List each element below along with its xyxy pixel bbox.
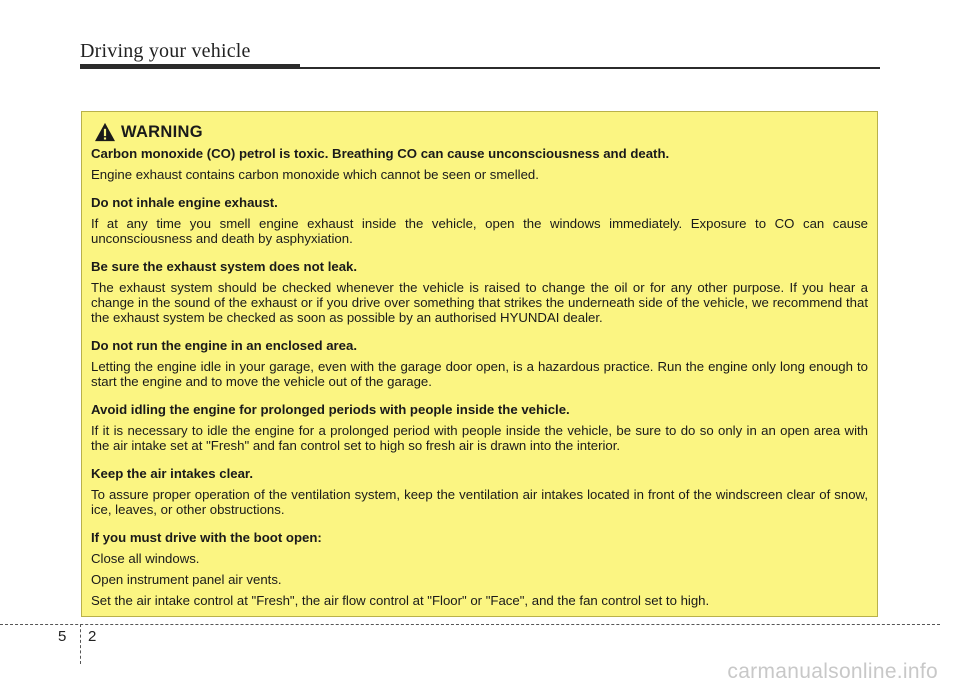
header-rule-thick [80,64,300,69]
watermark-text: carmanualsonline.info [727,660,938,683]
warning-paragraph: To assure proper operation of the ventilation system, keep the ventilation air intakes located in front of the windscreen clear of snow, ice, leaves, or other obstructions. [91,487,868,517]
warning-paragraph: Do not inhale engine exhaust. [91,195,278,210]
header-title: Driving your vehicle [80,40,251,62]
warning-paragraph: Avoid idling the engine for prolonged periods with people inside the vehicle. [91,402,570,417]
warning-paragraph: If it is necessary to idle the engine for a prolonged period with people inside the vehicle, be sure to do so only in an open area with the air intake set at "Fresh" and fan control set to high so fresh air is drawn into the interior. [91,423,868,453]
header-rule-thin [300,67,880,69]
warning-paragraph: The exhaust system should be checked whenever the vehicle is raised to change the oil or for any other purpose. If you hear a change in the sound of the exhaust or if you drive over something that strikes the underneath side of the vehicle, we recommend that the exhaust system be checked as soon as possible by an authorised HYUNDAI dealer. [91,280,868,325]
warning-paragraph: Carbon monoxide (CO) petrol is toxic. Breathing CO can cause unconsciousness and death. [91,146,670,161]
warning-paragraph: Engine exhaust contains carbon monoxide which cannot be seen or smelled. [91,167,539,182]
warning-heading [91,122,868,142]
warning-paragraph: Close all windows. [91,551,200,566]
warning-paragraph: Keep the air intakes clear. [91,466,253,481]
warning-label: WARNING [121,122,203,141]
page-number: 2 [88,628,97,645]
warning-paragraph: Set the air intake control at "Fresh", the air flow control at "Floor" or "Face", and the fan control set to high. [91,593,710,608]
warning-paragraph: Be sure the exhaust system does not leak. [91,259,358,274]
warning-paragraph: Do not run the engine in an enclosed area. [91,338,357,353]
warning-triangle-icon [94,122,116,142]
footer-dashed-rule [0,624,940,625]
warning-paragraph: Open instrument panel air vents. [91,572,282,587]
warning-paragraph: If at any time you smell engine exhaust inside the vehicle, open the windows immediately. Exposure to CO can cause unconsciousness and death by asphyxiation. [91,216,868,246]
warning-paragraph: If you must drive with the boot open: [91,530,322,545]
warning-paragraph: Letting the engine idle in your garage, even with the garage door open, is a hazardous practice. Run the engine only long enough to start the engine and to move the vehicle out of the garage. [91,359,868,389]
warning-box [81,111,878,617]
footer-dashed-divider [80,624,81,664]
chapter-number: 5 [58,628,67,645]
